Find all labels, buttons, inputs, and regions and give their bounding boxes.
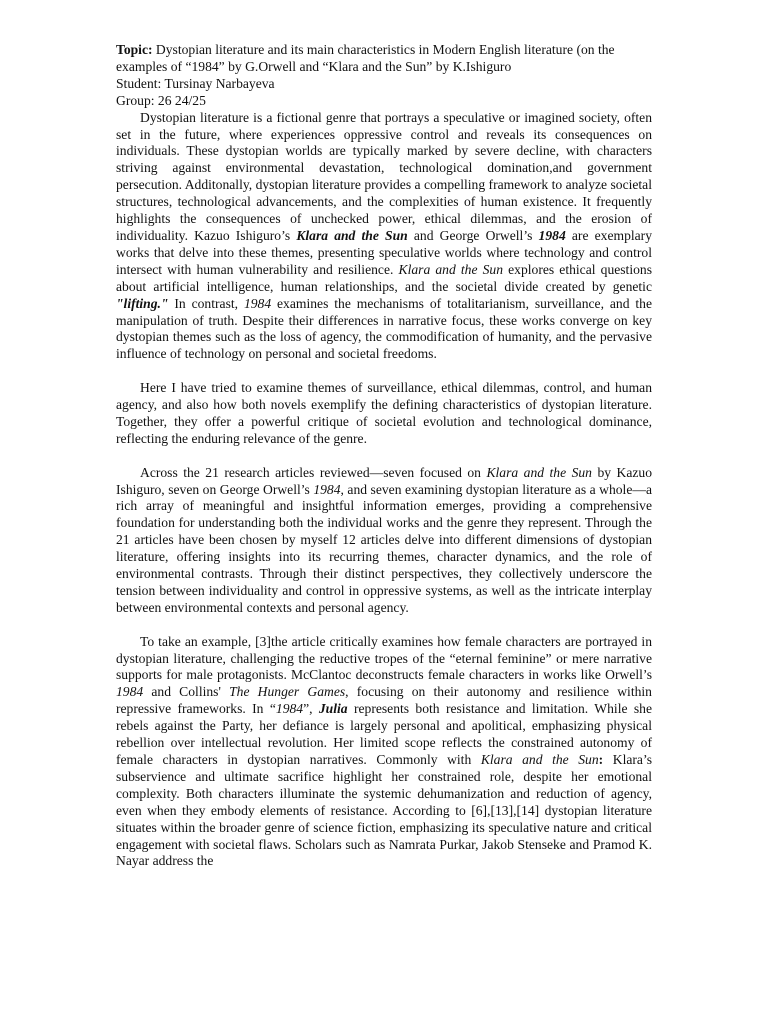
text-run: In contrast, xyxy=(168,295,244,311)
title-klara: Klara and the Sun xyxy=(480,752,599,768)
document-page xyxy=(116,42,652,870)
title-1984: 1984 xyxy=(275,701,304,717)
title-1984: 1984 xyxy=(243,295,272,311)
student-line: Student: Tursinay Narbayeva xyxy=(116,75,275,91)
title-1984: 1984 xyxy=(116,684,144,700)
paragraph-example xyxy=(116,634,652,871)
text-run: examines the mechanisms of totalitarianism, surveillance, and the manipulation of truth. Despite their differences in narrative focus, these works converge on key dystopian themes such as the loss of agency, the commodification of humanity, and the pervasive influence of technology on personal and societal freedoms. xyxy=(116,295,652,362)
text-run: Dystopian literature is a fictional genre that portrays a speculative or imagined society, often set in the future, where experiences oppressive control and reveals its consequences on individuals. These dystopian worlds are typically marked by severe decline, with characters striving against environmental devastation, technological domination,and government persecution. Additonally, dystopian literature provides a compelling framework to analyze societal structures, technological advancements, and the complexities of human existence. It frequently highlights the consequences of unchecked power, ethical dilemmas, and the erosion of individuality. Kazuo Ishiguro’s xyxy=(116,109,652,243)
text-run: by Kazuo Ishiguro, seven on George Orwell’s xyxy=(116,464,652,497)
title-1984: 1984 xyxy=(313,481,341,497)
text-run: To take an example, [3]the article critically examines how female characters are portrayed in dystopian literature, challenging the reductive tropes of the “eternal feminine” or mere narrative supports for male protagonists. McClantoc deconstructs female characters in works like Orwell’s xyxy=(116,633,652,683)
topic-label: Topic: xyxy=(116,42,153,57)
paragraph-gap xyxy=(116,448,652,465)
paragraph-themes: Here I have tried to examine themes of surveillance, ethical dilemmas, control, and human agency, and also how both novels exemplify the defining characteristics of dystopian literature. Together, they offer a powerful critique of societal evolution and technological dominance, reflecting the enduring relevance of the genre. xyxy=(116,380,652,446)
paragraph-articles xyxy=(116,465,652,617)
text-run: explores ethical questions about artificial intelligence, human relationships, and the societal divide created by genetic xyxy=(116,261,652,294)
title-hunger-games: The Hunger Games xyxy=(229,684,346,700)
paragraph-gap xyxy=(116,363,652,380)
topic-text: Dystopian literature and its main characteristics in Modern English literature (on the examples of “1984” by G.Orwell and “Klara and the Sun” by K.Ishiguro xyxy=(116,42,615,74)
name-julia: Julia xyxy=(318,701,348,717)
text-run: Klara’s subservience and ultimate sacrifice highlight her constrained role, despite her emotional complexity. Both characters illuminate the systemic dehumanization and reduction of agency, even when they embody elements of resistance. According to [6],[13],[14] dystopian literature situates within the broader genre of science fiction, emphasizing its speculative nature and critical engagement with societal flaws. Scholars such as Namrata Purkar, Jakob Stenseke and Pramod K. Nayar address the xyxy=(116,752,653,869)
colon-mark: : xyxy=(598,752,604,768)
text-run: represents both resistance and limitation. While she rebels against the Party, her defiance is largely personal and apolitical, emphasizing physical rebellion over intellectual revolution. Her limited scope reflects the constrained autonomy of female characters in dystopian narratives. Commonly with xyxy=(116,701,652,768)
title-1984: 1984 xyxy=(538,227,566,243)
title-klara: Klara and the Sun xyxy=(296,227,408,243)
paragraph-gap xyxy=(116,617,652,634)
term-lifting: "lifting." xyxy=(116,295,169,311)
topic-line xyxy=(116,42,652,76)
text-run: , focusing on their autonomy and resilience within repressive frameworks. In “ xyxy=(116,684,652,717)
text-run: and Collins' xyxy=(143,684,230,700)
title-klara: Klara and the Sun xyxy=(486,464,592,480)
text-run: ”, xyxy=(303,701,319,717)
group-line: Group: 26 24/25 xyxy=(116,92,206,108)
text-run: , and seven examining dystopian literature as a whole—a rich array of meaningful and insightful information emerges, providing a comprehensive foundation for understanding both the individual works and the genre they represent. Through the 21 articles have been chosen by myself 12 articles delve into different dimensions of dystopian literature, offering insights into its recurring themes, character dynamics, and the role of environmental contrasts. Through their distinct perspectives, they collectively underscore the tension between individuality and control in oppressive systems, as well as the intricate interplay between environmental contexts and personal agency. xyxy=(116,481,652,615)
text-run: Across the 21 research articles reviewed—seven focused on xyxy=(140,464,487,480)
text-run: are exemplary works that delve into these themes, presenting speculative worlds where technology and control intersect with human vulnerability and resilience. xyxy=(116,227,653,277)
text-run: and George Orwell’s xyxy=(407,227,539,243)
paragraph-intro xyxy=(116,110,652,364)
title-klara: Klara and the Sun xyxy=(398,261,503,277)
